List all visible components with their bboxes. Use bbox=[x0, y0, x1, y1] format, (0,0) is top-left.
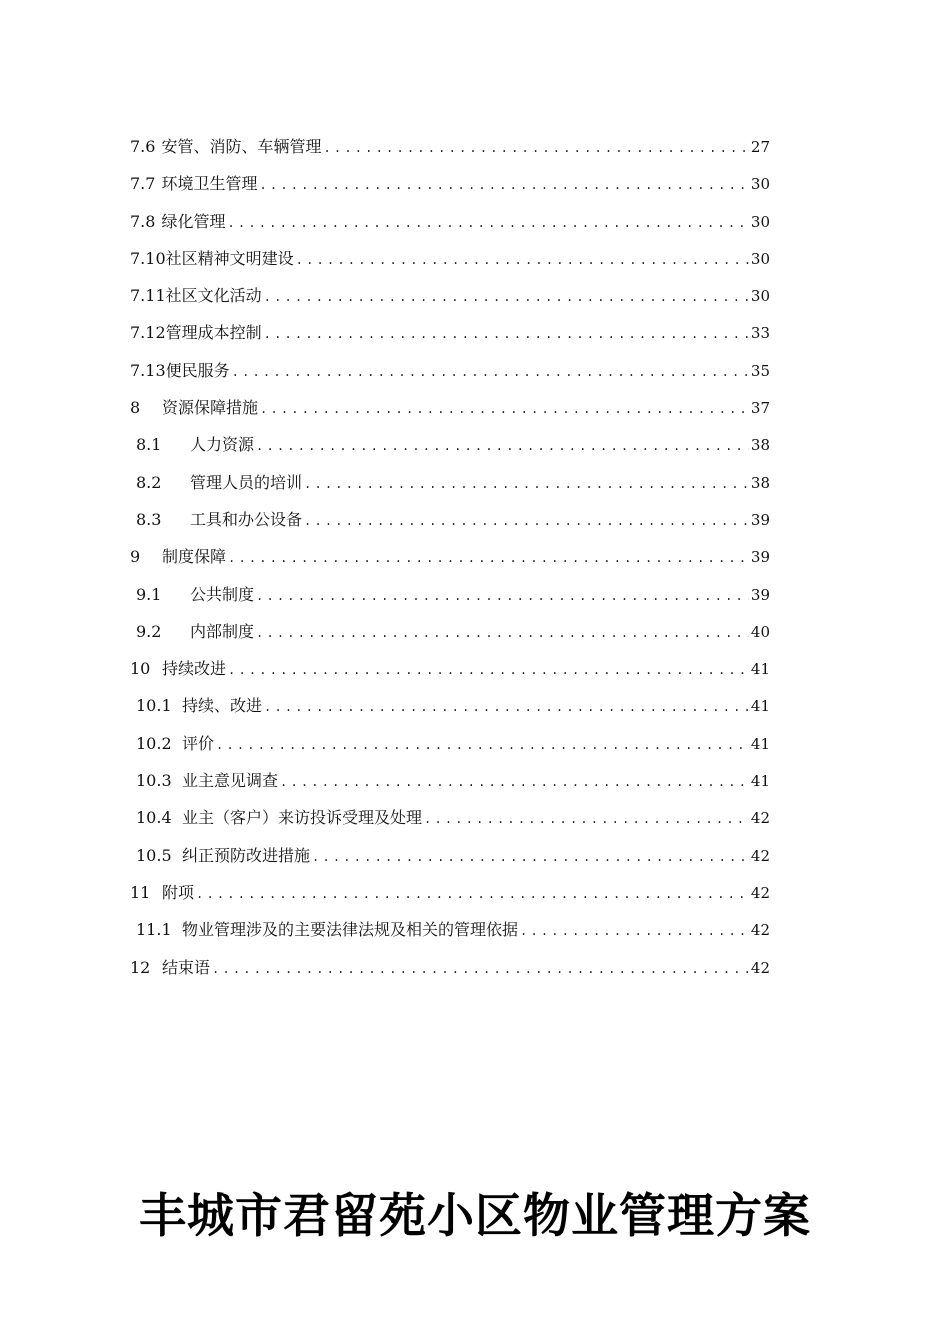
toc-leader-dots bbox=[232, 354, 749, 391]
toc-leader-dots bbox=[216, 727, 749, 764]
toc-entry-page: 41 bbox=[750, 697, 770, 716]
toc-entry[interactable] bbox=[130, 128, 770, 165]
toc-entry-page: 39 bbox=[750, 548, 770, 567]
toc-entry-page: 30 bbox=[750, 175, 770, 194]
toc-leader-dots bbox=[304, 503, 749, 540]
toc-entry-number: 10 bbox=[130, 659, 151, 679]
toc-entry-number: 9.1 bbox=[136, 584, 162, 604]
toc-leader-dots bbox=[304, 466, 749, 503]
toc-entry-number: 7.6 bbox=[130, 137, 156, 156]
toc-entry-title: 内部制度 bbox=[190, 621, 255, 641]
toc-entry[interactable] bbox=[130, 501, 770, 538]
toc-leader-dots bbox=[256, 578, 749, 615]
toc-entry-title: 资源保障措施 bbox=[162, 398, 259, 418]
toc-entry-number: 9 bbox=[130, 547, 141, 567]
toc-leader-dots bbox=[296, 242, 749, 279]
toc-entry[interactable] bbox=[130, 314, 770, 351]
toc-entry-number: 8.3 bbox=[136, 509, 162, 529]
toc-entry-number: 11 bbox=[130, 882, 151, 902]
toc-entry-title: 管理成本控制 bbox=[165, 323, 262, 343]
toc-entry[interactable] bbox=[130, 949, 770, 986]
toc-entry[interactable] bbox=[130, 687, 770, 724]
toc-leader-dots bbox=[312, 839, 749, 876]
toc-entry-page: 33 bbox=[750, 324, 770, 343]
toc-entry-title: 结束语 bbox=[162, 957, 211, 977]
toc-entry-page: 27 bbox=[750, 138, 770, 156]
toc-entry[interactable] bbox=[130, 874, 770, 911]
toc-leader-dots bbox=[256, 615, 749, 652]
toc-entry-title: 公共制度 bbox=[190, 584, 255, 604]
document-title: 丰城市君留苑小区物业管理方案 bbox=[139, 1189, 811, 1245]
toc-entry-title: 安管、消防、车辆管理 bbox=[161, 137, 322, 156]
toc-entry-page: 37 bbox=[750, 399, 770, 418]
toc-entry[interactable] bbox=[130, 576, 770, 613]
toc-entry-page: 42 bbox=[750, 809, 770, 828]
toc-entry-title: 环境卫生管理 bbox=[161, 174, 258, 194]
toc-entry[interactable] bbox=[130, 352, 770, 389]
toc-entry-page: 30 bbox=[750, 212, 770, 231]
toc-entry-page: 38 bbox=[750, 473, 770, 492]
toc-entry-number: 7.7 bbox=[130, 174, 156, 194]
toc-entry[interactable] bbox=[130, 240, 770, 277]
toc-entry-title: 管理人员的培训 bbox=[190, 472, 303, 492]
toc-leader-dots bbox=[264, 279, 749, 316]
toc-entry-number: 8 bbox=[130, 398, 141, 418]
toc-entry-title: 持续、改进 bbox=[182, 696, 263, 716]
toc-leader-dots bbox=[260, 391, 749, 428]
toc-entry-page: 41 bbox=[750, 660, 770, 679]
toc-entry-number: 10.2 bbox=[136, 733, 172, 753]
toc-entry-title: 人力资源 bbox=[190, 435, 255, 455]
toc-entry[interactable] bbox=[130, 837, 770, 874]
toc-entry-number: 12 bbox=[130, 957, 151, 977]
toc-entry-title: 便民服务 bbox=[165, 360, 230, 380]
toc-leader-dots bbox=[259, 167, 748, 204]
toc-entry-number: 10.3 bbox=[136, 771, 172, 791]
toc-entry[interactable] bbox=[130, 725, 770, 762]
toc-entry-title: 社区文化活动 bbox=[165, 286, 262, 306]
toc-entry[interactable] bbox=[130, 389, 770, 426]
toc-leader-dots bbox=[227, 205, 748, 242]
toc-entry-title: 制度保障 bbox=[162, 547, 227, 567]
toc-entry-page: 39 bbox=[750, 510, 770, 529]
toc-entry-page: 30 bbox=[750, 287, 770, 306]
toc-entry-number: 8.2 bbox=[136, 472, 162, 492]
toc-entry-page: 40 bbox=[750, 622, 770, 641]
toc-leader-dots bbox=[256, 428, 749, 465]
toc-entry[interactable] bbox=[130, 464, 770, 501]
toc-entry-page: 42 bbox=[750, 883, 770, 902]
toc-entry-page: 42 bbox=[750, 846, 770, 865]
toc-entry-page: 41 bbox=[750, 734, 770, 753]
toc-leader-dots bbox=[228, 652, 749, 689]
toc-entry[interactable] bbox=[130, 911, 770, 948]
toc-entry-title: 物业管理涉及的主要法律法规及相关的管理依据 bbox=[182, 920, 519, 940]
toc-entry-title: 评价 bbox=[182, 733, 215, 753]
table-of-contents bbox=[130, 128, 770, 986]
toc-entry[interactable] bbox=[130, 799, 770, 836]
toc-entry-page: 30 bbox=[750, 249, 770, 268]
toc-entry-title: 纠正预防改进措施 bbox=[182, 845, 311, 865]
toc-entry[interactable] bbox=[130, 203, 770, 240]
toc-entry-number: 10.5 bbox=[136, 845, 172, 865]
toc-entry[interactable] bbox=[130, 426, 770, 463]
toc-entry[interactable] bbox=[130, 538, 770, 575]
toc-entry-number: 9.2 bbox=[136, 621, 162, 641]
toc-leader-dots bbox=[228, 540, 749, 577]
toc-entry-page: 41 bbox=[750, 772, 770, 791]
toc-entry-number: 7.12 bbox=[130, 323, 166, 343]
toc-entry[interactable] bbox=[130, 613, 770, 650]
toc-entry-title: 持续改进 bbox=[162, 659, 227, 679]
toc-leader-dots bbox=[196, 876, 749, 913]
toc-entry[interactable] bbox=[130, 762, 770, 799]
toc-entry-number: 11.1 bbox=[136, 920, 172, 940]
toc-leader-dots bbox=[264, 316, 749, 353]
toc-leader-dots bbox=[212, 951, 749, 988]
toc-leader-dots bbox=[264, 689, 749, 726]
toc-entry-page: 39 bbox=[750, 585, 770, 604]
toc-entry[interactable] bbox=[130, 650, 770, 687]
toc-entry-title: 业主意见调查 bbox=[182, 771, 279, 791]
toc-entry[interactable] bbox=[130, 277, 770, 314]
toc-entry-number: 10.4 bbox=[136, 808, 172, 828]
toc-entry-number: 10.1 bbox=[136, 696, 172, 716]
toc-entry-page: 42 bbox=[750, 958, 770, 977]
toc-entry-title: 绿化管理 bbox=[161, 211, 226, 231]
toc-leader-dots bbox=[323, 130, 748, 167]
toc-entry-page: 42 bbox=[750, 921, 770, 940]
toc-entry-page: 35 bbox=[750, 361, 770, 380]
toc-entry-page: 38 bbox=[750, 436, 770, 455]
toc-entry-number: 7.10 bbox=[130, 248, 166, 268]
toc-leader-dots bbox=[424, 801, 749, 838]
toc-entry-number: 7.11 bbox=[130, 286, 166, 306]
toc-entry-title: 社区精神文明建设 bbox=[165, 248, 294, 268]
toc-entry-title: 工具和办公设备 bbox=[190, 509, 303, 529]
toc-entry-title: 附项 bbox=[162, 882, 195, 902]
toc-entry-number: 8.1 bbox=[136, 435, 162, 455]
toc-leader-dots bbox=[280, 764, 749, 801]
toc-entry-number: 7.8 bbox=[130, 211, 156, 231]
toc-entry-title: 业主（客户）来访投诉受理及处理 bbox=[182, 808, 423, 828]
toc-entry[interactable] bbox=[130, 165, 770, 202]
toc-entry-number: 7.13 bbox=[130, 360, 166, 380]
toc-leader-dots bbox=[520, 913, 749, 950]
